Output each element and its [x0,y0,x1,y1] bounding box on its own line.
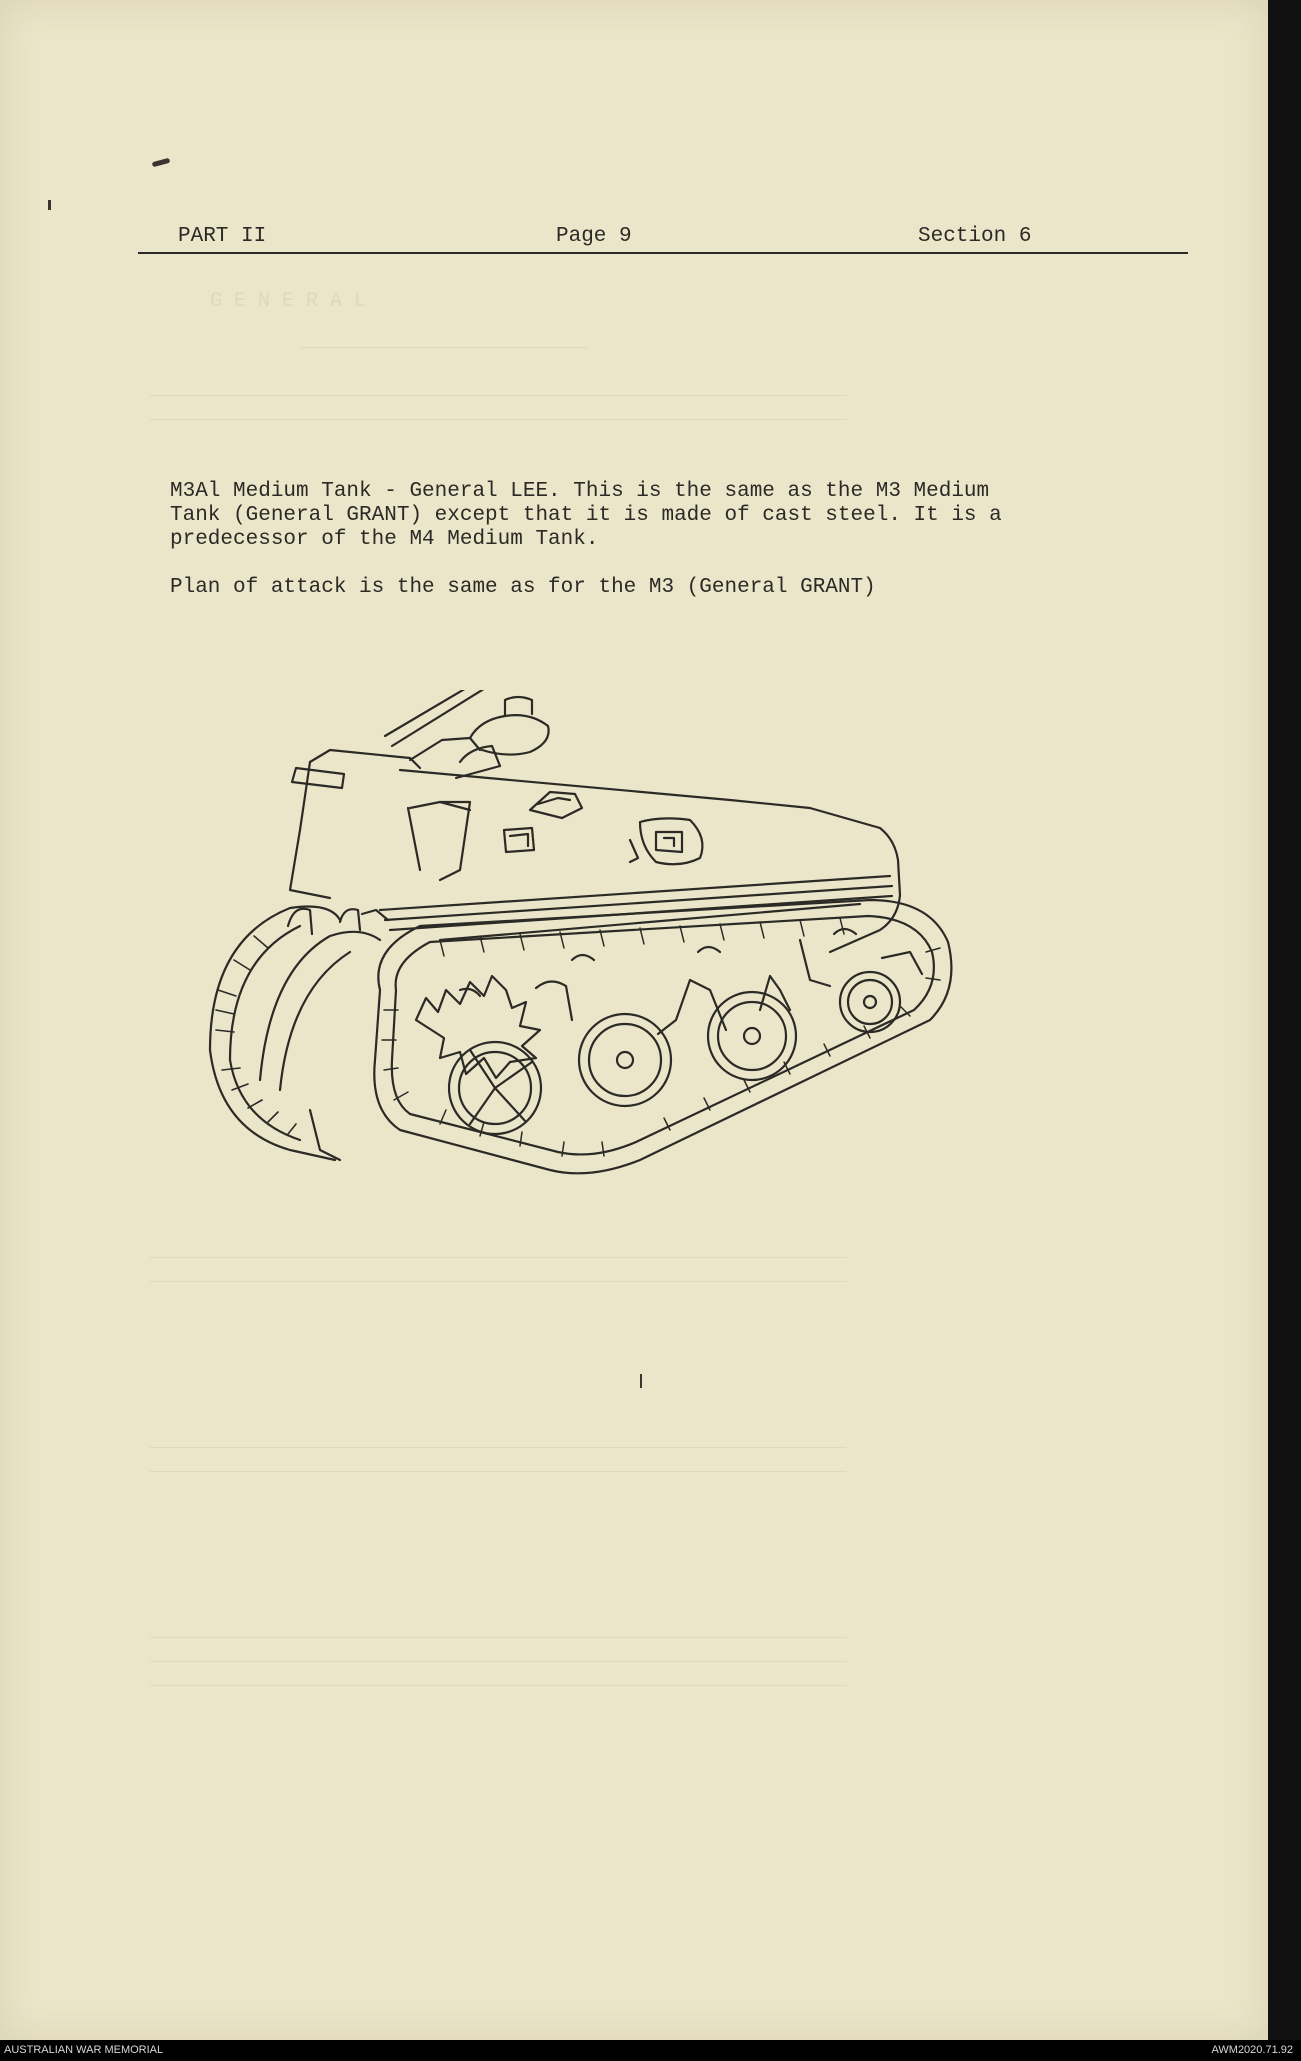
header-part: PART II [178,225,267,248]
paragraph-tank-description [170,480,1002,552]
show-through-text: __________________________________________________________ [150,378,847,401]
show-through-text: __________________________________________________________ [150,1644,847,1667]
paragraph-line: predecessor of the M4 Medium Tank. [170,528,599,551]
archive-footer [0,2040,1301,2061]
footer-reference: AWM2020.71.92 [1211,2044,1293,2056]
stray-mark [640,1374,642,1388]
show-through-text: G E N E R A L [210,290,367,313]
margin-mark [48,200,51,210]
punch-mark [152,158,171,167]
show-through-text: __________________________________________________________ [150,1668,847,1691]
show-through-text: __________________________________________________________ [150,1620,847,1643]
paragraph-plan-of-attack: Plan of attack is the same as for the M3 (General GRANT) [170,576,876,599]
show-through-text: __________________________________________________________ [150,1240,847,1263]
page-header [138,225,1188,255]
show-through-text: __________________________________________________________ [150,1430,847,1453]
show-through-text: __________________________________________________________ [150,1454,847,1477]
tank-illustration [170,690,1050,1210]
footer-institution: AUSTRALIAN WAR MEMORIAL [4,2044,164,2056]
paragraph-line: Tank (General GRANT) except that it is made of cast steel. It is a [170,504,1002,527]
header-rule [138,252,1188,254]
show-through-text: __________________________________________________________ [150,1264,847,1287]
header-section: Section 6 [918,225,1032,248]
show-through-text: __________________________________________________________ [150,402,847,425]
header-page-number: Page 9 [556,225,632,248]
scan-edge [1268,0,1301,2040]
show-through-text: ________________________ [300,330,589,353]
paragraph-line: M3Al Medium Tank - General LEE. This is the same as the M3 Medium [170,480,990,503]
